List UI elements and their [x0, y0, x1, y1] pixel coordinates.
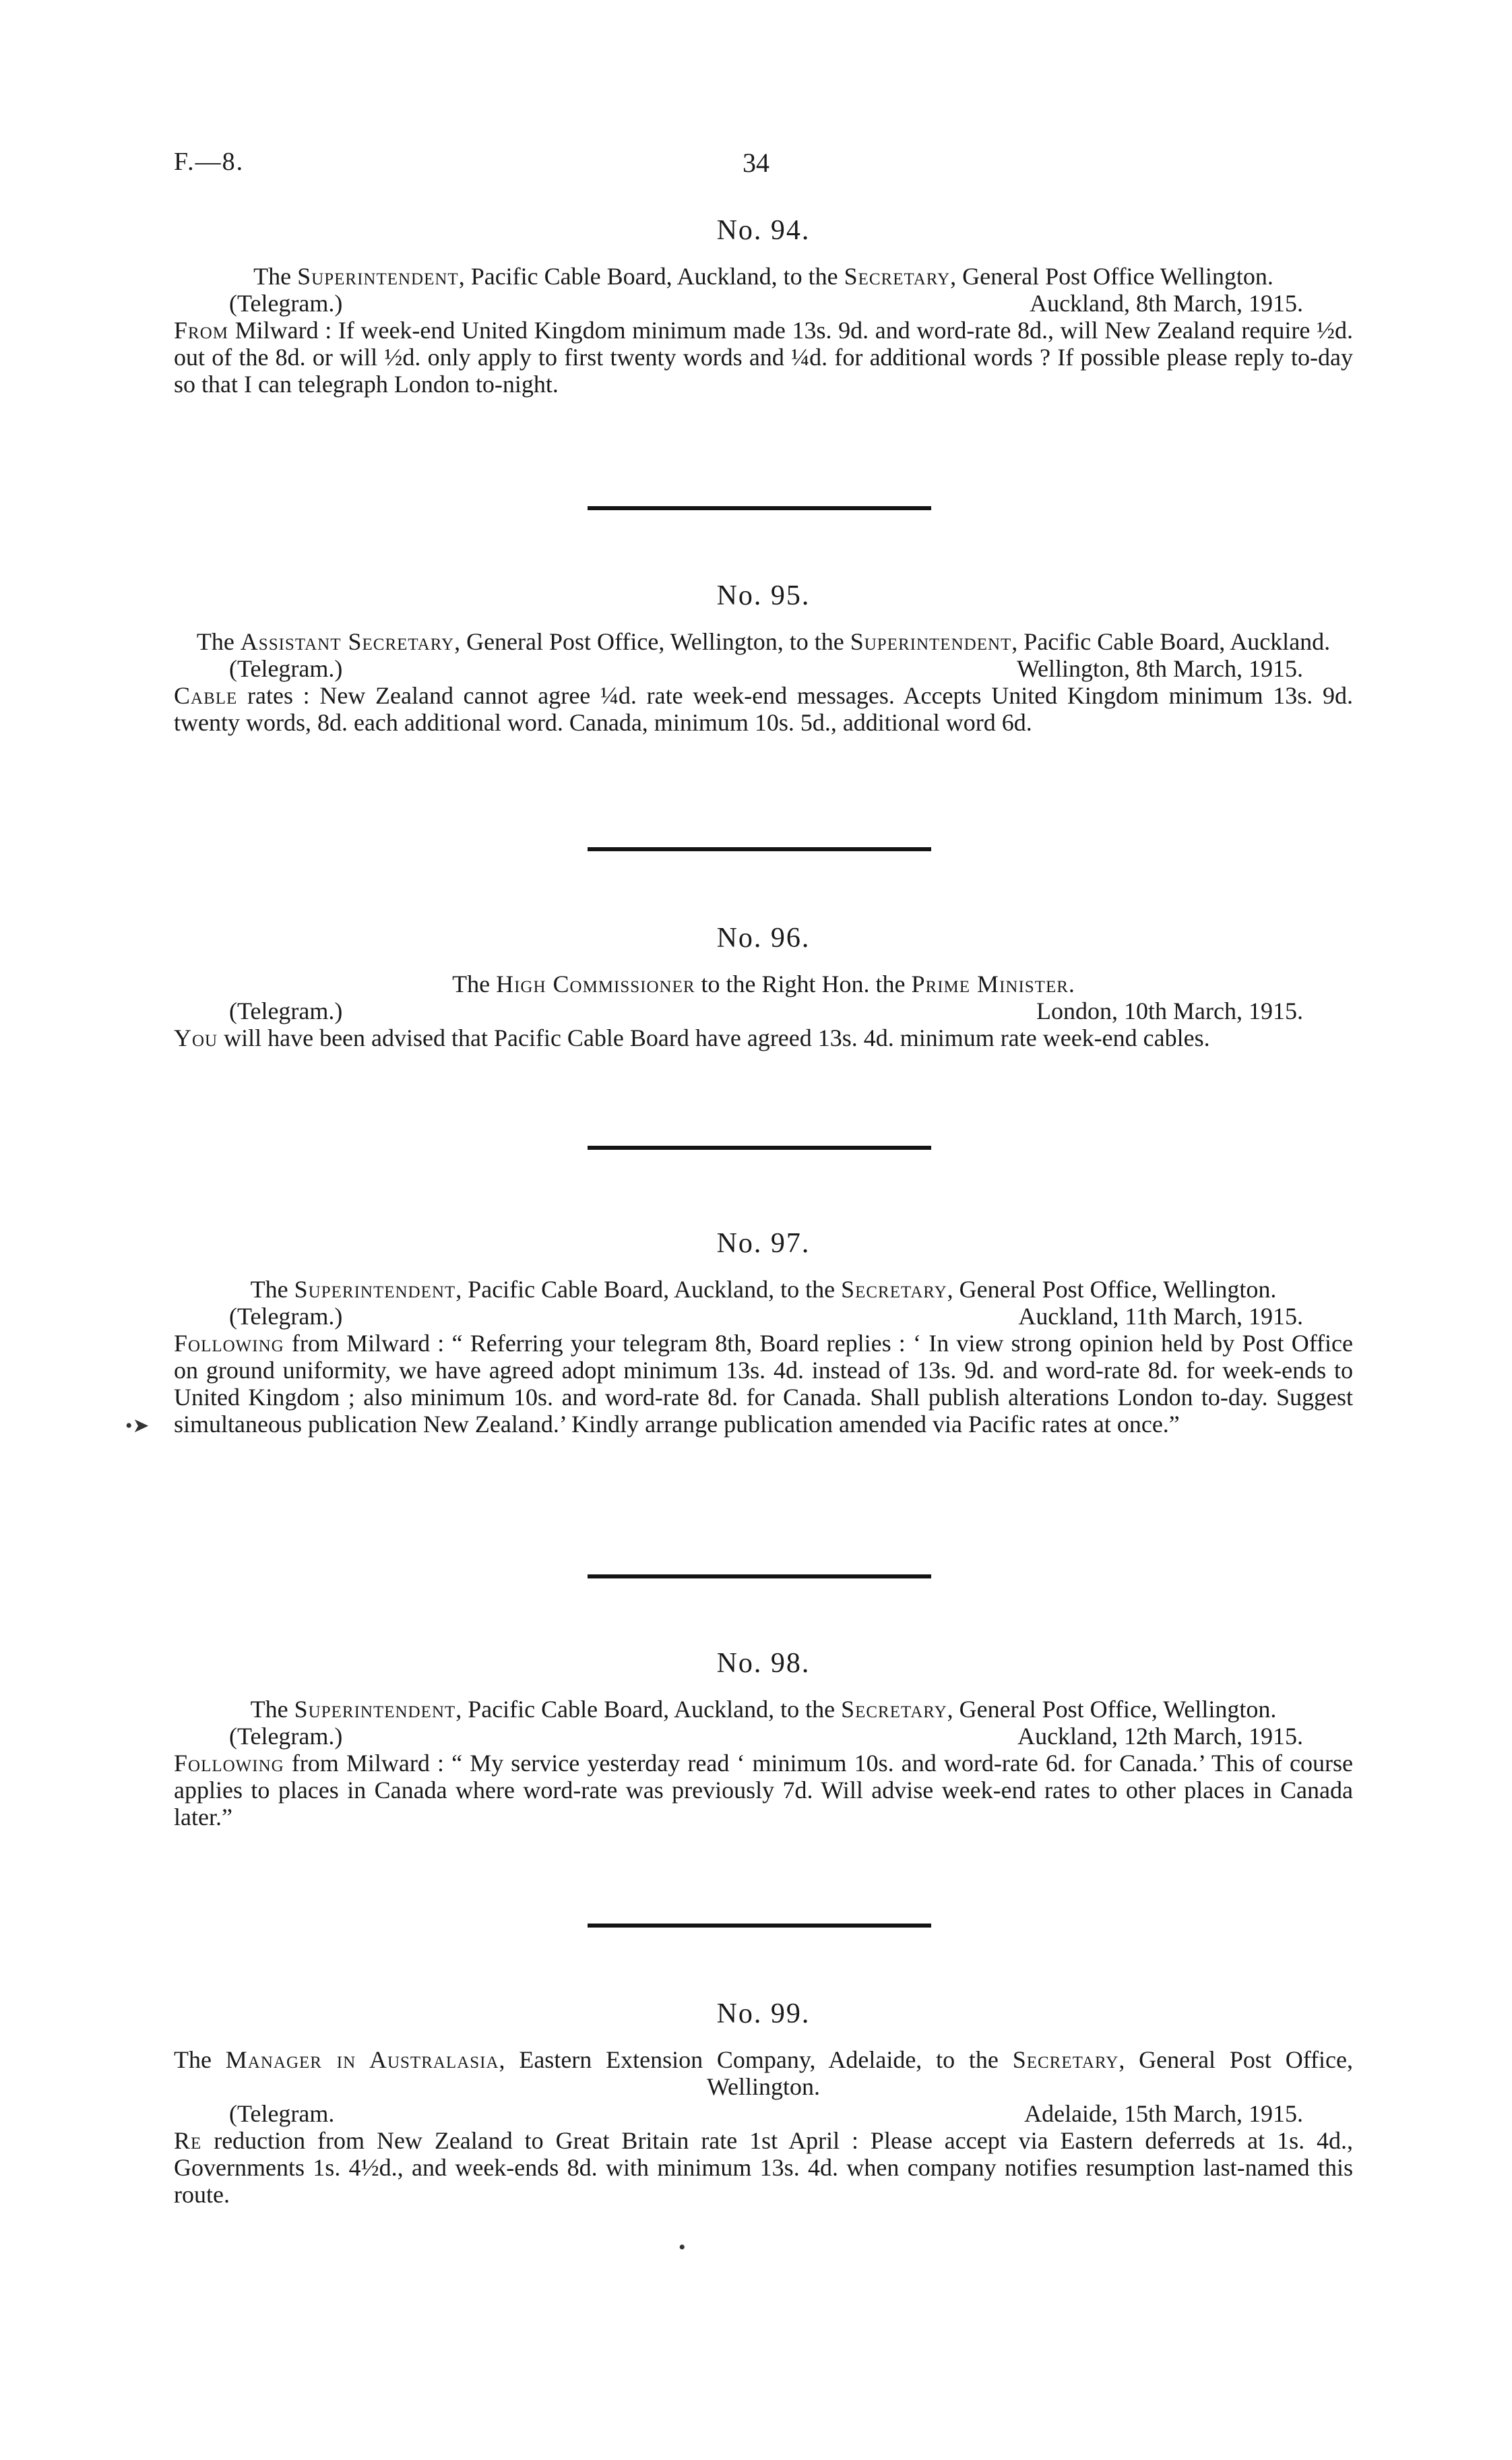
telegram-label: (Telegram.) — [229, 997, 343, 1024]
address-text: The — [253, 263, 298, 290]
place-date: Wellington, 8th March, 1915. — [1016, 655, 1303, 682]
telegram-entry — [174, 1650, 1353, 1831]
body-text: Milward : If week-end United Kingdom minimum made 13s. 9d. and word-rate 8d., will New Zealand require ½d. out of the 8d. or will ½d. only apply to first twenty words and ¼d. for additional words ? If possible please reply to-day so that I can telegraph London to-night. — [174, 317, 1353, 398]
address-party: Assistant Secretary — [240, 628, 455, 655]
stray-ink-dot: • — [679, 2236, 686, 2258]
section-divider — [588, 1146, 931, 1150]
entry-address — [174, 1276, 1353, 1303]
entry-body — [174, 1024, 1353, 1051]
address-text: The — [250, 1696, 294, 1723]
body-text: will have been advised that Pacific Cable Board have agreed 13s. 4d. minimum rate week-end cables. — [218, 1024, 1210, 1051]
entry-body — [174, 682, 1353, 736]
body-text: rates : New Zealand cannot agree ¼d. rate week-end messages. Accepts United Kingdom minimum 13s. 9d. twenty words, 8d. each additional word. Canada, minimum 10s. 5d., additional word 6d. — [174, 682, 1353, 736]
section-divider — [588, 506, 931, 510]
address-party: Superintendent — [850, 628, 1012, 655]
address-text: , General Post Office, Wellington. — [947, 1276, 1277, 1303]
address-party: Prime Minister — [911, 971, 1069, 997]
entry-number: No. 96. — [716, 923, 811, 954]
address-party: Superintendent — [294, 1276, 456, 1303]
section-divider — [588, 1924, 931, 1928]
address-text: The — [250, 1276, 294, 1303]
address-text: , General Post Office, Wellington. — [706, 2046, 1353, 2100]
parliamentary-paper-ref: F.—8. — [174, 148, 245, 176]
lead-word: Following — [174, 1750, 284, 1777]
entry-meta — [174, 655, 1353, 682]
address-text: , General Post Office, Wellington. — [947, 1696, 1277, 1723]
telegram-entry — [174, 1230, 1353, 1438]
entry-meta — [174, 2100, 1353, 2127]
page-header — [0, 147, 1512, 187]
telegram-label: (Telegram.) — [229, 1723, 343, 1750]
address-party: Secretary — [841, 1276, 947, 1303]
section-divider — [588, 1574, 931, 1578]
entry-meta — [174, 1723, 1353, 1750]
address-party: Manager in Australasia — [225, 2046, 499, 2073]
place-date: Auckland, 8th March, 1915. — [1030, 290, 1303, 317]
entry-body — [174, 1330, 1353, 1438]
lead-word: Cable — [174, 682, 238, 709]
entry-body — [174, 1750, 1353, 1831]
telegram-entry — [174, 582, 1353, 736]
entry-address — [174, 263, 1353, 290]
entry-number: No. 95. — [716, 580, 811, 611]
address-text: , Eastern Extension Company, Adelaide, to the — [499, 2046, 1013, 2073]
lead-word: Following — [174, 1330, 284, 1357]
address-party: Secretary — [1012, 2046, 1119, 2073]
address-text: , General Post Office, Wellington, to the — [454, 628, 850, 655]
telegram-label: (Telegram. — [229, 2100, 335, 2127]
telegram-entry — [174, 2000, 1353, 2208]
telegram-entry — [174, 217, 1353, 398]
address-text: . — [1068, 971, 1075, 997]
entry-address — [174, 2046, 1353, 2100]
entry-meta — [174, 290, 1353, 317]
entry-meta — [174, 1303, 1353, 1330]
entry-address — [174, 1696, 1353, 1723]
address-party: Secretary — [844, 263, 951, 290]
page-number: 34 — [743, 148, 769, 178]
address-text: , Pacific Cable Board, Auckland. — [1011, 628, 1331, 655]
telegram-label: (Telegram.) — [229, 290, 343, 317]
address-text: The — [196, 628, 241, 655]
entry-number: No. 99. — [716, 1998, 811, 2029]
address-party: Superintendent — [297, 263, 459, 290]
body-text: from Milward : “ My service yesterday read ‘ minimum 10s. and word-rate 6d. for Canada.’ This of course applies to places in Canada where word-rate was previously 7d. Will advise week-end rates to other places in Canada later.” — [174, 1750, 1353, 1831]
address-party: Superintendent — [294, 1696, 456, 1723]
place-date: Auckland, 12th March, 1915. — [1017, 1723, 1303, 1750]
lead-word: Re — [174, 2127, 202, 2154]
place-date: Auckland, 11th March, 1915. — [1018, 1303, 1303, 1330]
entry-meta — [174, 997, 1353, 1024]
address-text: to the Right Hon. the — [695, 971, 912, 997]
margin-mark: •➤ — [125, 1415, 150, 1437]
entry-address — [174, 971, 1353, 997]
section-divider — [588, 847, 931, 851]
entry-body — [174, 317, 1353, 398]
telegram-entry — [174, 925, 1353, 1051]
entry-address — [174, 628, 1353, 655]
telegram-label: (Telegram.) — [229, 655, 343, 682]
place-date: London, 10th March, 1915. — [1036, 997, 1303, 1024]
entry-number: No. 98. — [716, 1648, 811, 1679]
telegram-label: (Telegram.) — [229, 1303, 343, 1330]
address-text: , General Post Office Wellington. — [950, 263, 1273, 290]
address-text: , Pacific Cable Board, Auckland, to the — [455, 1276, 842, 1303]
entry-body — [174, 2127, 1353, 2208]
body-text: reduction from New Zealand to Great Britain rate 1st April : Please accept via Eastern deferreds at 1s. 4d., Governments 1s. 4½d., and week-ends 8d. with minimum 13s. 4d. when company notifies resumption last-named this route. — [174, 2127, 1353, 2208]
address-text: The — [174, 2046, 226, 2073]
place-date: Adelaide, 15th March, 1915. — [1024, 2100, 1303, 2127]
address-text: , Pacific Cable Board, Auckland, to the — [458, 263, 844, 290]
address-text: , Pacific Cable Board, Auckland, to the — [455, 1696, 842, 1723]
body-text: from Milward : “ Referring your telegram 8th, Board replies : ‘ In view strong opinion held by Post Office on ground uniformity, we have agreed adopt minimum 13s. 4d. instead of 13s. 9d. and word-rate 8d. for week-ends to United Kingdom ; also minimum 10s. and word-rate 8d. for Canada. Shall publish alterations London to-day. Suggest simultaneous publication New Zealand.’ Kindly arrange publication amended via Pacific rates at once.” — [174, 1330, 1353, 1438]
address-text: The — [452, 971, 497, 997]
entry-number: No. 94. — [716, 215, 811, 246]
entry-number: No. 97. — [716, 1228, 811, 1259]
address-party: High Commissioner — [496, 971, 695, 997]
lead-word: From — [174, 317, 228, 344]
lead-word: You — [174, 1024, 218, 1051]
address-party: Secretary — [841, 1696, 947, 1723]
